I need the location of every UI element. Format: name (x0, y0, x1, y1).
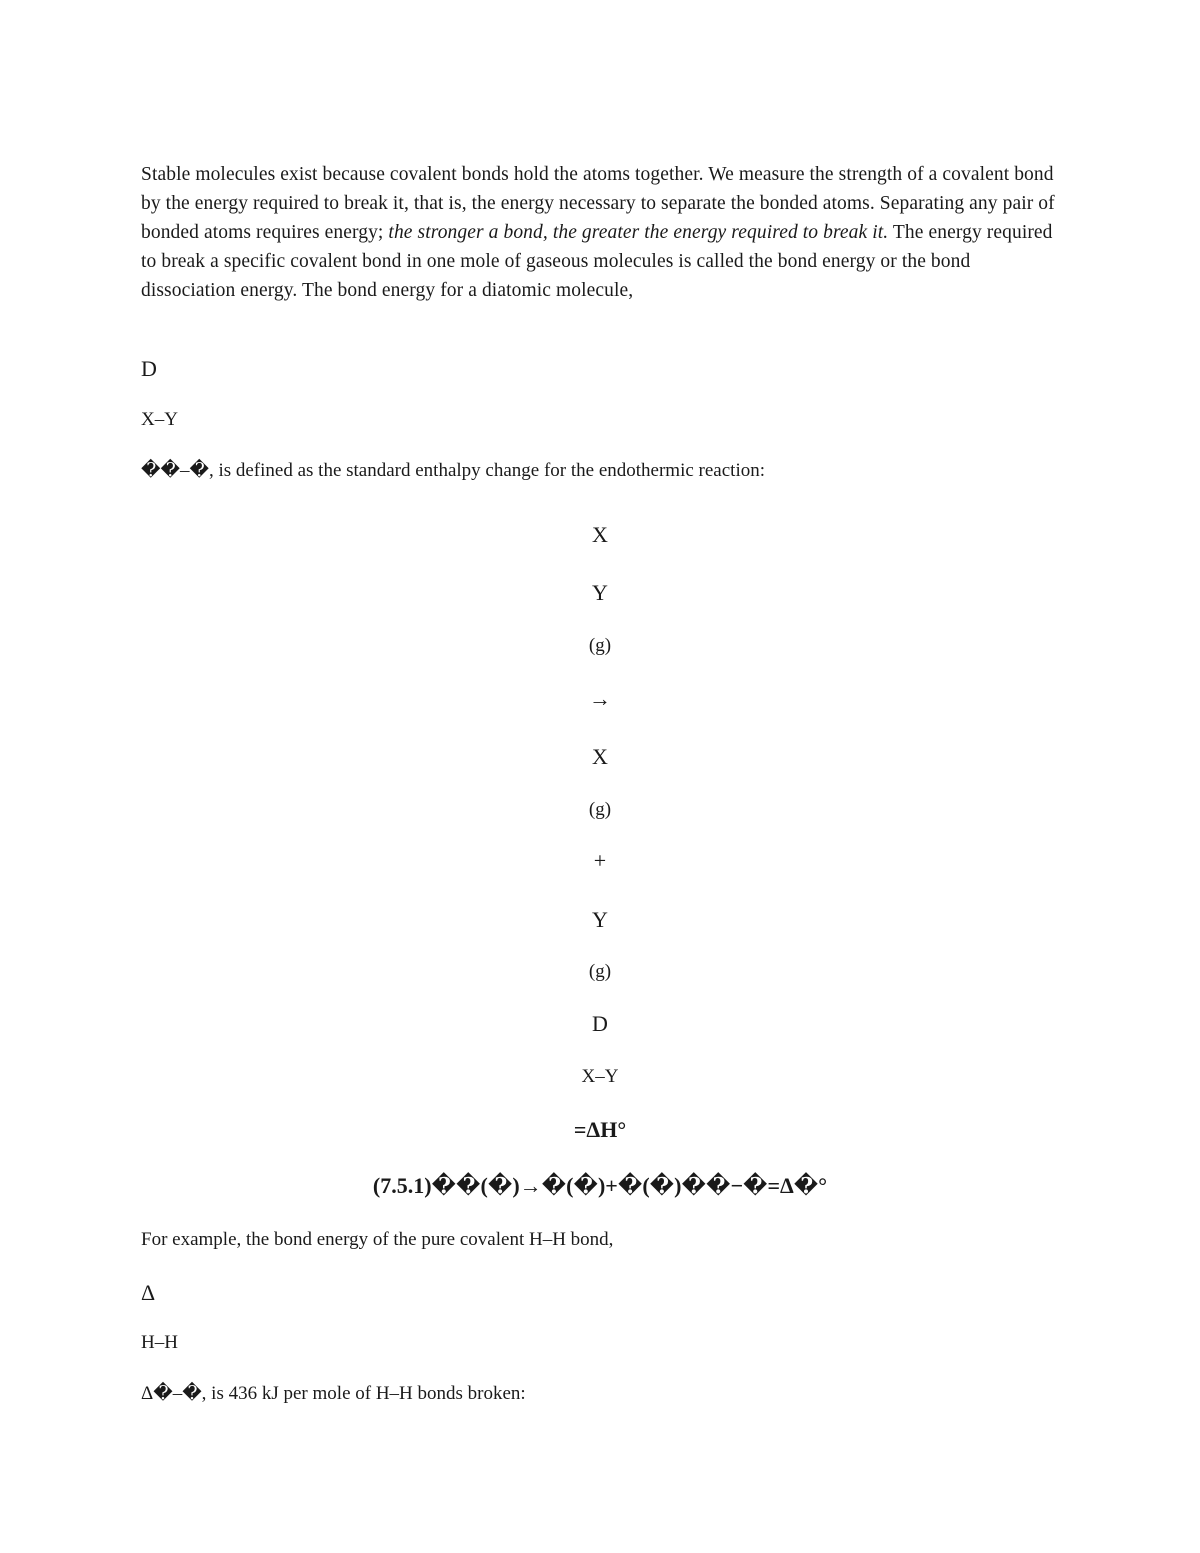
reaction-plus: + (593, 848, 607, 873)
reaction-bond-energy-d: D (592, 1011, 608, 1036)
reaction-delta-h: =ΔH° (573, 1117, 627, 1142)
reaction-gas-state-1: (g) (588, 635, 612, 656)
reaction-x-product: X (592, 744, 608, 769)
reaction-x-reactant: X (592, 522, 608, 547)
reaction-arrow: → (589, 686, 611, 711)
intro-paragraph (141, 160, 1061, 305)
bond-energy-symbol-d: D (141, 356, 157, 381)
intro-text-part2: The energy required to break a specific covalent bond in one mole of gaseous molecules is called the bond energy or the bond dissociation energy. The bond energy for a diatomic molecule, (141, 222, 1053, 301)
bond-subscript-hh: H–H (141, 1332, 178, 1353)
definition-line: ��–�, is defined as the standard enthalpy change for the endothermic reaction: (141, 460, 766, 481)
intro-text-part1: Stable molecules exist because covalent bonds hold the atoms together. We measure the strength of a covalent bond by the energy required to break it, that is, the energy necessary to separate the bonded atoms. Separating any pair of bonded atoms requires energy; (141, 164, 1055, 243)
reaction-y-reactant: Y (592, 580, 608, 605)
reaction-subscript-xy: X–Y (581, 1066, 619, 1087)
reaction-gas-state-3: (g) (588, 961, 612, 982)
example-line: For example, the bond energy of the pure covalent H–H bond, (141, 1229, 614, 1250)
reaction-gas-state-2: (g) (588, 799, 612, 820)
delta-symbol: Δ (141, 1280, 156, 1305)
equation-7-5-1: (7.5.1)��(�)→�(�)+�(�)��−�=Δ�° (372, 1173, 828, 1198)
reaction-y-product: Y (592, 907, 608, 932)
bond-subscript-xy: X–Y (141, 409, 178, 430)
intro-emphasis: the stronger a bond, the greater the energy required to break it. (388, 222, 889, 243)
result-line: Δ�–�, is 436 kJ per mole of H–H bonds broken: (141, 1383, 526, 1404)
